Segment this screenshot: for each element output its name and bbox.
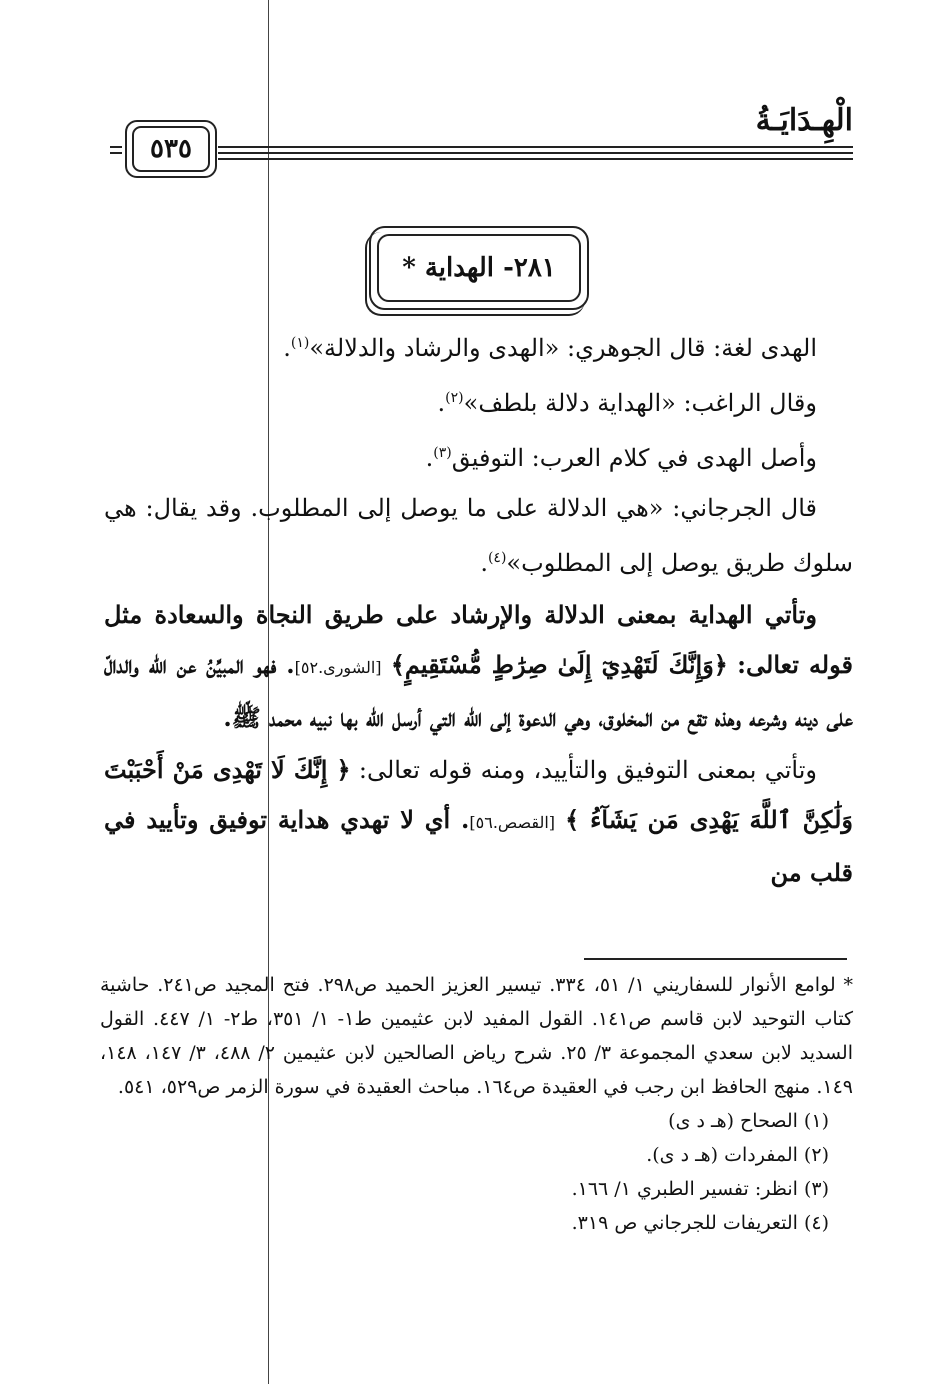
footnote-ref: (١) (290, 335, 310, 351)
footnote-item: (٢) المفردات (هـ د ى). (646, 1144, 829, 1166)
footnote-separator (584, 958, 847, 960)
footnote-item: (٣) انظر: تفسير الطبري ١/ ١٦٦. (571, 1178, 829, 1200)
page-number: ٥٣٥ (150, 134, 192, 164)
header-rule-ends (110, 146, 122, 160)
text: . أي لا تهدي هداية توفيق وتأييد في قلب من (104, 805, 853, 887)
verse-citation: [الشورى.٥٢] (294, 658, 382, 677)
text: قال الجرجاني: «هي الدلالة على ما يوصل إلى المطلوب. وقد يقال: هي سلوك طريق يوصل إلى المطلوب» (104, 494, 853, 577)
text: الهدى لغة: قال الجوهري: «الهدى والرشاد والدلالة» (309, 334, 817, 362)
footnotes (100, 968, 853, 1240)
verse-citation: [القصص.٥٦] (469, 813, 556, 832)
text: وتأتي الهداية بمعنى الدلالة والإرشاد على طريق النجاة والسعادة مثل قوله تعالى: (104, 600, 853, 679)
text: وقال الراغب: «الهداية دلالة بلطف» (463, 389, 817, 417)
text: وأصل الهدى في كلام العرب: التوفيق (451, 444, 817, 472)
paragraph-raghib: وقال الراغب: «الهداية دلالة بلطف»$^{(٢)}$. (437, 389, 817, 417)
quran-verse: ﴿وَإِنَّكَ لَتَهْدِيٓ إِلَىٰ صِرَٰطٍ مُّسْتَقِيمٍ﴾ (390, 650, 728, 679)
footnote-sources: * لوامع الأنوار للسفاريني ١/ ٥١، ٣٣٤. تيسير العزيز الحميد ص٢٩٨. فتح المجيد ص٢٤١. حاشية كتاب التوحيد لابن قاسم ص١٤١. القول المفيد لابن عثيمين ط١- ١/ ٣٥١، ط٢- ١/ ٤٤٧. القول السديد لابن سعدي المجموعة ٣/ ٢٥. شرح رياض الصالحين لابن عثيمين ٢/ ٤٨٨، ٣/ ١٤٧، ١٤٨، ١٤٩. منهج الحافظ ابن رجب في العقيدة ص١٦٤. مباحث العقيدة في سورة الزمر ص٥٢٩، ٥٤١. (100, 974, 854, 1098)
entry-title: ٢٨١- الهداية * (402, 253, 556, 283)
text: . فهو المبيِّنُ عن الله والدالّ على دينه وشرعه وهذه تقع من المخلوق، وهي الدعوة إلى الله التي أرسل الله بها نبيه محمد ﷺ. (104, 650, 853, 732)
paragraph-origin: وأصل الهدى في كلام العرب: التوفيق$^{(٣)}$. (425, 444, 817, 472)
footnote-ref: (٢) (445, 390, 464, 406)
running-title: الْهِـدَايَـةُ (755, 103, 853, 138)
header-rule (218, 158, 853, 160)
text: وتأتي بمعنى التوفيق والتأييد، ومنه قوله تعالى: (358, 756, 817, 784)
paragraph-tawfiq-meaning (104, 745, 853, 898)
paragraph-guidance-meaning (104, 590, 853, 743)
paragraph-lexical: الهدى لغة: قال الجوهري: «الهدى والرشاد والدلالة»$^{(١)}$. (283, 334, 817, 362)
header-rule (218, 146, 853, 148)
footnote-ref: (٤) (487, 550, 507, 566)
header-rule (218, 152, 853, 154)
body-text (104, 318, 853, 898)
footnote-item: (١) الصحاح (هـ د ى) (668, 1110, 829, 1132)
footnote-item: (٤) التعريفات للجرجاني ص ٣١٩. (571, 1212, 829, 1234)
paragraph-jurjani: قال الجرجاني: «هي الدلالة على ما يوصل إلى المطلوب. وقد يقال: هي سلوك طريق يوصل إلى المطلوب»$^{(٤)}$. (104, 494, 853, 577)
footnote-ref: (٣) (433, 445, 452, 461)
quran-verse: ﴿ إِنَّكَ لَا تَهْدِى مَنْ أَحْبَبْتَ وَلَٰكِنَّ ٱللَّهَ يَهْدِى مَن يَشَآءُ ﴾ (104, 755, 854, 834)
